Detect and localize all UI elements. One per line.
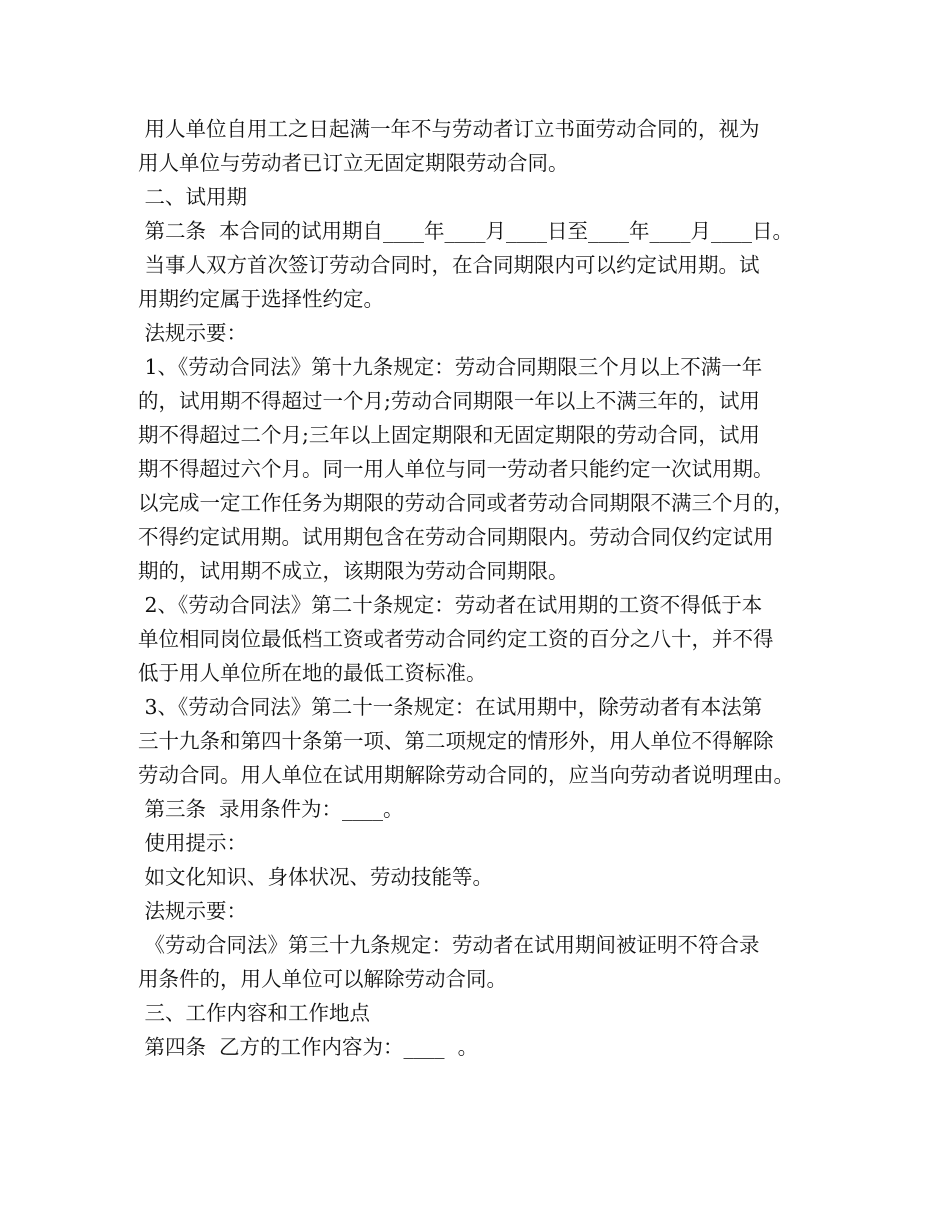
article-line: 第二条 本合同的试用期自____年____月____日至____年____月____日。 [138,219,794,243]
article-line: 第四条 乙方的工作内容为：____ 。 [138,1035,479,1059]
text-line: 如文化知识、身体状况、劳动技能等。 [138,865,494,889]
text-line: 用人单位自用工之日起满一年不与劳动者订立书面劳动合同的，视为 [138,117,760,141]
text-line: 2、《劳动合同法》第二十条规定：劳动者在试用期的工资不得低于本 [138,593,763,617]
text-line: 当事人双方首次签订劳动合同时，在合同期限内可以约定试用期。试 [138,253,760,277]
text-line: 低于用人单位所在地的最低工资标准。 [138,661,487,685]
subheading: 法规示要： [138,321,248,345]
text-line: 的，试用期不得超过一个月;劳动合同期限一年以上不满三年的，试用 [138,389,760,413]
text-line: 期的，试用期不成立，该期限为劳动合同期限。 [138,559,569,583]
document-body [138,112,828,1064]
text-line: 用期约定属于选择性约定。 [138,287,384,311]
text-line: 1、《劳动合同法》第十九条规定：劳动合同期限三个月以上不满一年 [138,355,763,379]
text-line: 3、《劳动合同法》第二十一条规定：在试用期中，除劳动者有本法第 [138,695,763,719]
text-line: 以完成一定工作任务为期限的劳动合同或者劳动合同期限不满三个月的， [138,491,794,515]
text-line: 单位相同岗位最低档工资或者劳动合同约定工资的百分之八十，并不得 [138,627,774,651]
text-line: 《劳动合同法》第三十九条规定：劳动者在试用期间被证明不符合录 [138,933,760,957]
subheading: 使用提示： [138,831,248,855]
text-line: 用条件的，用人单位可以解除劳动合同。 [138,967,507,991]
text-line: 劳动合同。用人单位在试用期解除劳动合同的，应当向劳动者说明理由。 [138,763,794,787]
article-line: 第三条 录用条件为：____。 [138,797,404,821]
subheading: 法规示要： [138,899,248,923]
text-line: 期不得超过六个月。同一用人单位与同一劳动者只能约定一次试用期。 [138,457,774,481]
text-line: 期不得超过二个月;三年以上固定期限和无固定期限的劳动合同，试用 [138,423,760,447]
text-line: 不得约定试用期。试用期包含在劳动合同期限内。劳动合同仅约定试用 [138,525,774,549]
text-line: 三十九条和第四十条第一项、第二项规定的情形外，用人单位不得解除 [138,729,774,753]
section-heading: 三、工作内容和工作地点 [138,1001,371,1025]
text-line: 用人单位与劳动者已订立无固定期限劳动合同。 [138,151,569,175]
section-heading: 二、试用期 [138,185,248,209]
